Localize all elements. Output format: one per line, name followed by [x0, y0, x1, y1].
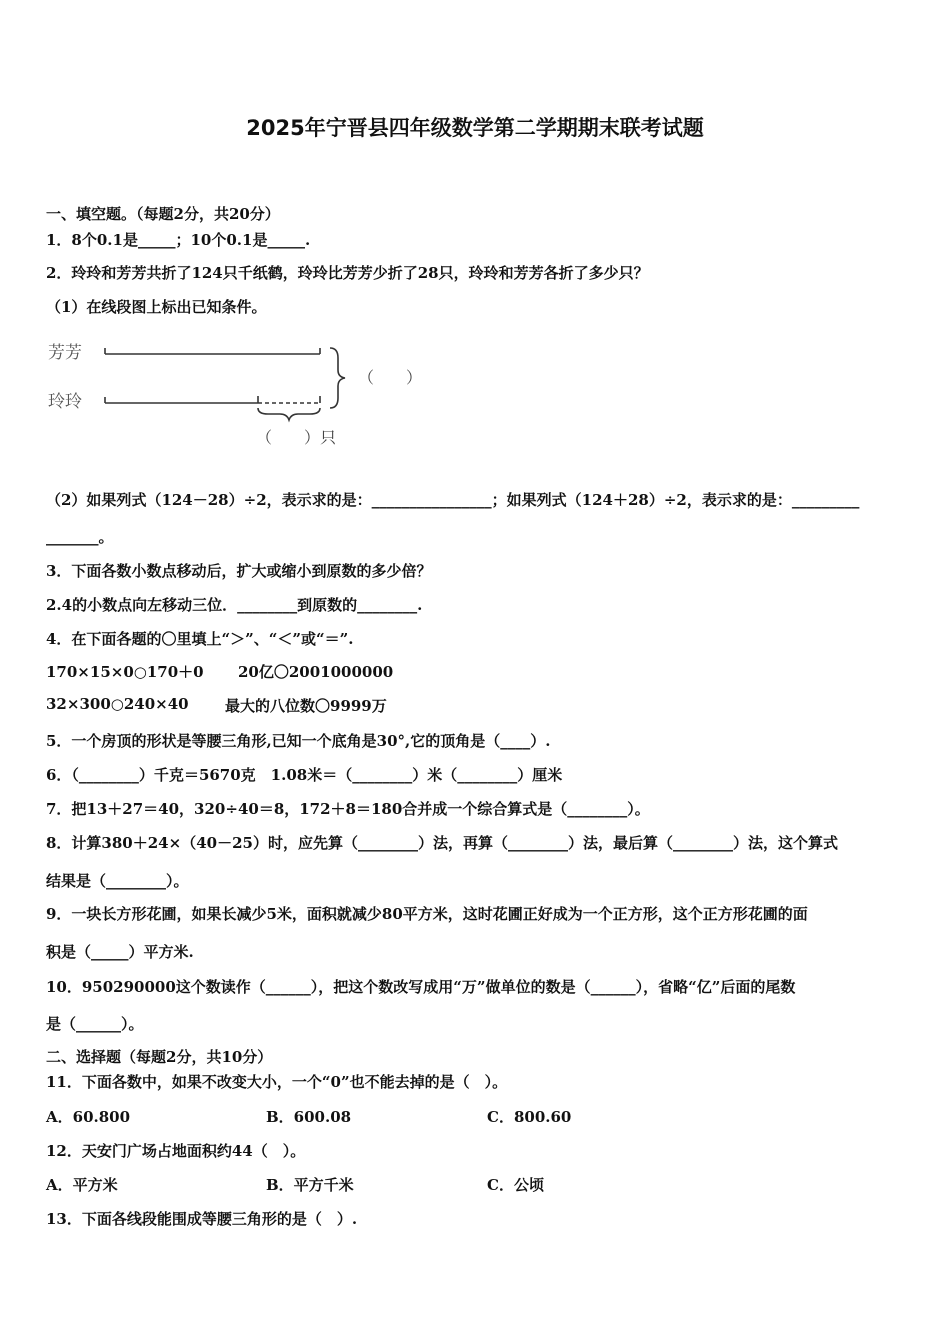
- question-5: 5．一个房顶的形状是等腰三角形,已知一个底角是30°,它的顶角是（____）.: [46, 732, 551, 750]
- question-4-c: 32×300○240×40: [46, 695, 189, 713]
- question-4-d: 最大的八位数〇9999万: [225, 697, 387, 715]
- question-6: 6．（________）千克＝5670克 1.08米＝（________）米（________）厘米: [46, 766, 563, 784]
- section-1-heading: 一、填空题。（每题2分，共20分）: [46, 205, 280, 223]
- question-12-option-a[interactable]: A．平方米: [46, 1176, 118, 1194]
- section-2-heading: 二、选择题（每题2分，共10分）: [46, 1048, 273, 1066]
- question-1: 1．8个0.1是_____；10个0.1是_____.: [46, 231, 311, 249]
- question-9: 9．一块长方形花圃，如果长减少5米，面积就减少80平方米，这时花圃正好成为一个正方形，这个正方形花圃的面: [46, 905, 808, 923]
- question-2: 2．玲玲和芳芳共折了124只千纸鹤，玲玲比芳芳少折了28只，玲玲和芳芳各折了多少只？: [46, 264, 649, 282]
- question-12: 12．天安门广场占地面积约44（ ）。: [46, 1142, 306, 1160]
- question-12-option-b[interactable]: B．平方千米: [266, 1176, 354, 1194]
- question-11-option-b[interactable]: B．600.08: [266, 1108, 352, 1126]
- question-8-continued: 结果是（________）。: [46, 872, 189, 890]
- question-4: 4．在下面各题的〇里填上“＞”、“＜”或“＝”.: [46, 630, 354, 648]
- total-brace: [330, 348, 345, 408]
- question-4-b: 20亿〇2001000000: [238, 663, 394, 681]
- total-blank: （ ）: [358, 368, 423, 387]
- question-7: 7．把13＋27＝40，320÷40＝8，172＋8＝180合并成一个综合算式是（________）。: [46, 800, 650, 818]
- question-10-continued: 是（______）。: [46, 1015, 144, 1033]
- line-segment-diagram: [40, 330, 440, 455]
- question-9-continued: 积是（_____）平方米.: [46, 943, 194, 961]
- question-2-part-2: （2）如果列式（124－28）÷2，表示求的是：________________；如果列式（124＋28）÷2，表示求的是：_________: [46, 491, 860, 509]
- diagram-label-fangfang: 芳芳: [48, 343, 82, 363]
- difference-brace: [258, 408, 320, 420]
- question-3: 3．下面各数小数点移动后，扩大或缩小到原数的多少倍？: [46, 562, 432, 580]
- question-8: 8．计算380＋24×（40－25）时，应先算（________）法，再算（________）法，最后算（________）法，这个算式: [46, 834, 838, 852]
- page-title: 2025年宁晋县四年级数学第二学期期末联考试题: [246, 116, 704, 140]
- question-11-option-a[interactable]: A．60.800: [46, 1108, 131, 1126]
- question-11-option-c[interactable]: C．800.60: [487, 1108, 572, 1126]
- question-10: 10．950290000这个数读作（______），把这个数改写成用“万”做单位的数是（______），省略“亿”后面的尾数: [46, 978, 796, 996]
- question-4-a: 170×15×0○170＋0: [46, 663, 204, 681]
- question-11: 11．下面各数中，如果不改变大小，一个“0”也不能去掉的是（ ）。: [46, 1073, 508, 1091]
- diagram-label-lingling: 玲玲: [48, 392, 82, 412]
- question-2-part-1: （1）在线段图上标出已知条件。: [46, 298, 267, 316]
- question-2-part-2-continued: _______。: [46, 528, 114, 546]
- difference-blank: （ ）只: [256, 428, 337, 447]
- question-3-sub: 2.4的小数点向左移动三位．________到原数的________.: [46, 596, 423, 614]
- question-12-option-c[interactable]: C．公顷: [487, 1176, 544, 1194]
- question-13: 13．下面各线段能围成等腰三角形的是（ ）.: [46, 1210, 358, 1228]
